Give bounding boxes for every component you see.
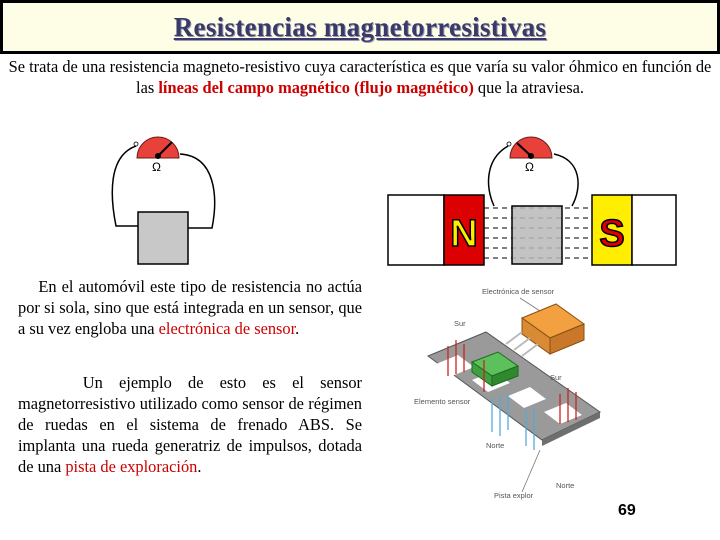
para2-text: Un ejemplo de esto es el sensor magnetorresistivo utilizado como sensor de régimen de ruedas en el sistema de frenado ABS. Se implanta una rueda generatriz de impulsos, dotada de una: [18, 373, 363, 476]
label-norte-left: Norte: [486, 441, 505, 450]
intro-text-1: Se trata de una resistencia magneto-resistivo cuya característica es que varía su valor óhmico en función de las: [8, 57, 712, 97]
para1-highlight: electrónica de sensor: [158, 319, 296, 338]
resistor-block-right: [512, 206, 562, 264]
intro-paragraph: [8, 56, 712, 98]
para1-text: En el automóvil este tipo de resistencia no actúa por si sola, sino que está integrada en un sensor, que a su vez engloba una: [18, 277, 363, 338]
para2-highlight: pista de exploración: [65, 457, 198, 476]
para1-end: .: [295, 319, 300, 338]
slide-title: Resistencias magnetorresistivas: [173, 11, 547, 42]
resistor-block-left: [138, 212, 188, 264]
paragraph-automotive: [18, 276, 362, 339]
ohmmeter-right: [507, 137, 552, 174]
label-sensor-electronics: Electrónica de sensor: [482, 287, 555, 296]
page-number: 69: [618, 502, 636, 519]
intro-text-2: que la atraviesa.: [473, 78, 584, 97]
para2-end: .: [197, 457, 202, 476]
south-label: S: [599, 213, 625, 255]
ohm-symbol-right: Ω: [525, 160, 534, 174]
label-sur-right: Sur: [550, 373, 562, 382]
label-exploration-track: Pista explor: [494, 491, 534, 500]
label-sur-top: Sur: [454, 319, 466, 328]
label-sensor-element: Elemento sensor: [414, 397, 471, 406]
intro-highlight: líneas del campo magnético (flujo magnético): [158, 78, 474, 97]
sensor-chip: [506, 304, 584, 356]
label-norte-right: Norte: [556, 481, 575, 490]
resistor-no-field-diagram: [108, 116, 228, 266]
abs-sensor-figure: [410, 280, 610, 502]
ohm-symbol-left: Ω: [152, 160, 161, 174]
title-banner: [0, 0, 720, 54]
ohmmeter-left: [134, 137, 179, 174]
north-label: N: [450, 213, 478, 255]
paragraph-abs-example: [18, 372, 362, 477]
resistor-in-field-diagram: [386, 116, 678, 268]
